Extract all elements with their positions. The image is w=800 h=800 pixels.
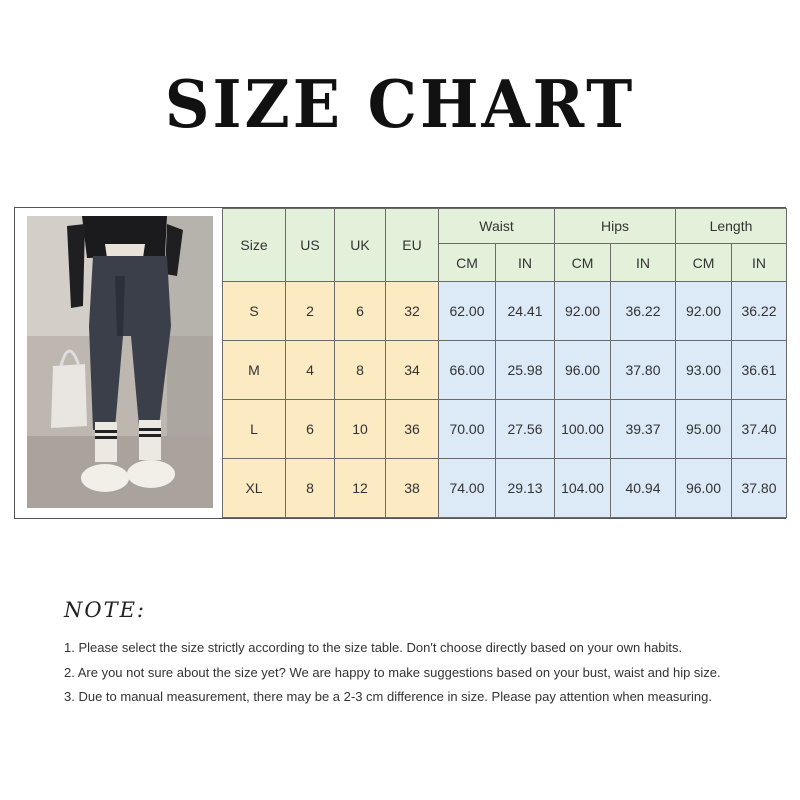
header-eu: EU bbox=[386, 209, 439, 282]
cell-uk: 8 bbox=[335, 341, 386, 400]
unit-waist-in: IN bbox=[496, 244, 555, 282]
cell-uk: 10 bbox=[335, 400, 386, 459]
cell-length-in: 36.61 bbox=[732, 341, 787, 400]
cell-length-cm: 96.00 bbox=[676, 459, 732, 518]
cell-hips-in: 39.37 bbox=[611, 400, 676, 459]
cell-us: 6 bbox=[286, 400, 335, 459]
header-size: Size bbox=[223, 209, 286, 282]
cell-us: 2 bbox=[286, 282, 335, 341]
cell-hips-cm: 104.00 bbox=[555, 459, 611, 518]
header-hips: Hips bbox=[555, 209, 676, 244]
cell-size: S bbox=[223, 282, 286, 341]
cell-size: L bbox=[223, 400, 286, 459]
note-item: 1. Please select the size strictly according to the size table. Don't choose directly based on your own habits. bbox=[64, 640, 683, 655]
cell-waist-in: 25.98 bbox=[496, 341, 555, 400]
cell-us: 4 bbox=[286, 341, 335, 400]
cell-length-cm: 95.00 bbox=[676, 400, 732, 459]
note-item: 2. Are you not sure about the size yet? We are happy to make suggestions based on your bust, waist and hip size. bbox=[64, 665, 721, 680]
cell-hips-in: 37.80 bbox=[611, 341, 676, 400]
note-item: 3. Due to manual measurement, there may be a 2-3 cm difference in size. Please pay attention when measuring. bbox=[64, 689, 712, 704]
cell-waist-in: 27.56 bbox=[496, 400, 555, 459]
cell-length-in: 37.80 bbox=[732, 459, 787, 518]
cell-hips-cm: 92.00 bbox=[555, 282, 611, 341]
cell-hips-in: 36.22 bbox=[611, 282, 676, 341]
table-row bbox=[223, 282, 787, 341]
cell-hips-cm: 100.00 bbox=[555, 400, 611, 459]
cell-waist-cm: 66.00 bbox=[439, 341, 496, 400]
header-uk: UK bbox=[335, 209, 386, 282]
cell-hips-in: 40.94 bbox=[611, 459, 676, 518]
cell-eu: 36 bbox=[386, 400, 439, 459]
page-title: SIZE CHART bbox=[164, 66, 636, 143]
cell-waist-cm: 62.00 bbox=[439, 282, 496, 341]
cell-waist-cm: 74.00 bbox=[439, 459, 496, 518]
note-heading: NOTE: bbox=[64, 598, 147, 622]
cell-length-cm: 93.00 bbox=[676, 341, 732, 400]
jeans-model-photo bbox=[27, 216, 213, 508]
header-waist: Waist bbox=[439, 209, 555, 244]
cell-waist-in: 24.41 bbox=[496, 282, 555, 341]
cell-uk: 6 bbox=[335, 282, 386, 341]
cell-waist-cm: 70.00 bbox=[439, 400, 496, 459]
cell-hips-cm: 96.00 bbox=[555, 341, 611, 400]
header-length: Length bbox=[676, 209, 787, 244]
unit-waist-cm: CM bbox=[439, 244, 496, 282]
cell-size: XL bbox=[223, 459, 286, 518]
table-row bbox=[223, 341, 787, 400]
table-row bbox=[223, 459, 787, 518]
unit-hips-cm: CM bbox=[555, 244, 611, 282]
cell-eu: 34 bbox=[386, 341, 439, 400]
cell-us: 8 bbox=[286, 459, 335, 518]
unit-length-cm: CM bbox=[676, 244, 732, 282]
cell-length-in: 36.22 bbox=[732, 282, 787, 341]
cell-waist-in: 29.13 bbox=[496, 459, 555, 518]
unit-length-in: IN bbox=[732, 244, 787, 282]
header-us: US bbox=[286, 209, 335, 282]
cell-length-cm: 92.00 bbox=[676, 282, 732, 341]
table-row bbox=[223, 400, 787, 459]
size-table bbox=[222, 208, 787, 518]
cell-uk: 12 bbox=[335, 459, 386, 518]
cell-size: M bbox=[223, 341, 286, 400]
cell-eu: 38 bbox=[386, 459, 439, 518]
cell-eu: 32 bbox=[386, 282, 439, 341]
unit-hips-in: IN bbox=[611, 244, 676, 282]
cell-length-in: 37.40 bbox=[732, 400, 787, 459]
